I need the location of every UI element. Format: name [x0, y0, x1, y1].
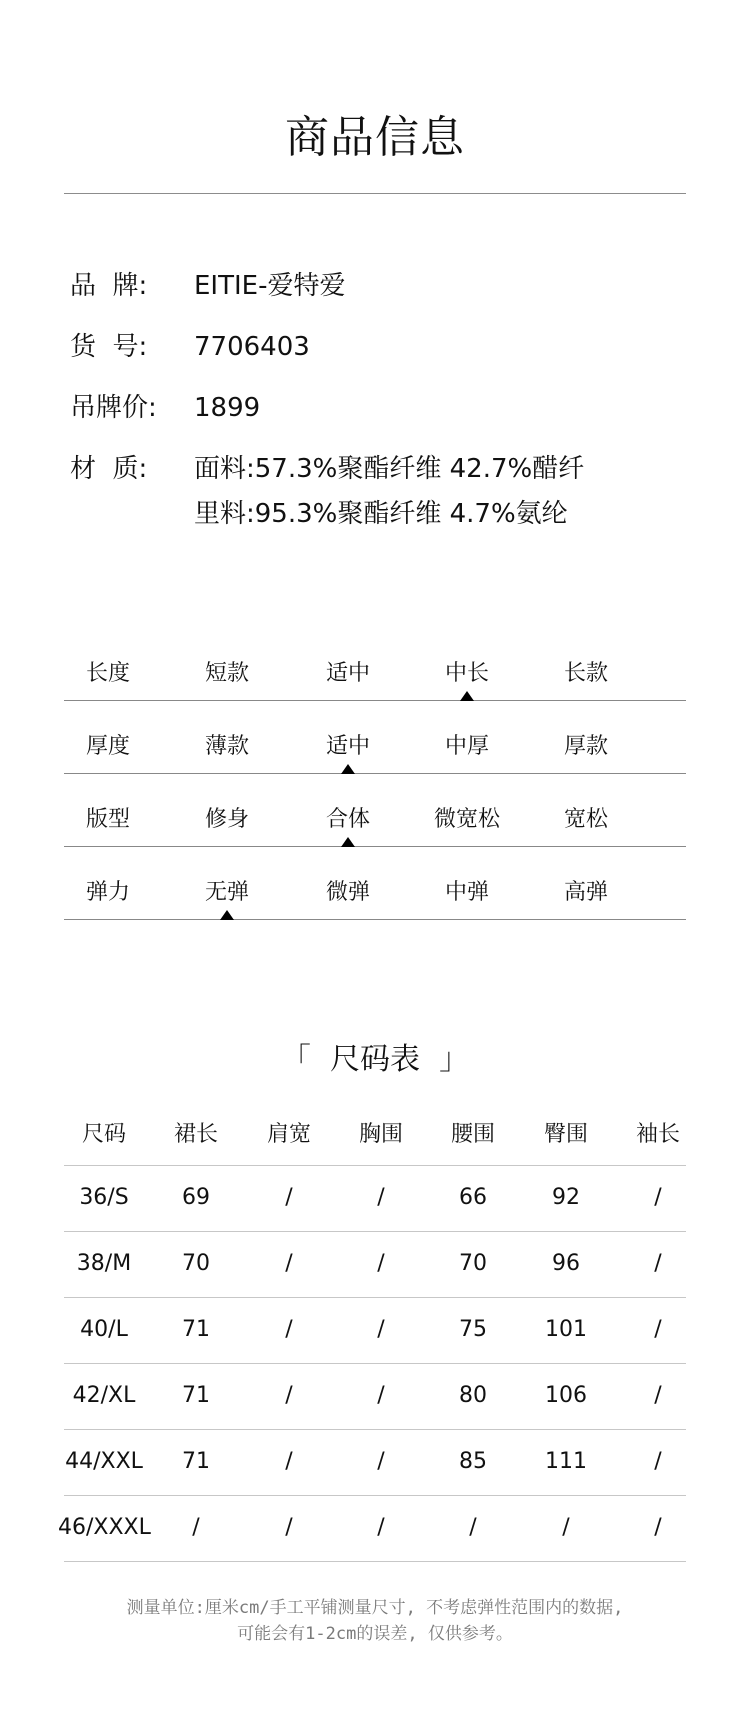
attr-name: 长度 [85, 661, 130, 686]
selected-marker-icon [341, 837, 355, 847]
attr-name: 厚度 [85, 734, 130, 759]
table-cell: 71 [182, 1383, 210, 1408]
table-cell: / [654, 1449, 662, 1474]
attr-option: 中厚 [444, 734, 489, 759]
page-title: 商品信息 [285, 112, 465, 163]
attr-name: 弹力 [85, 880, 130, 905]
table-cell: / [192, 1515, 200, 1540]
table-row [64, 1298, 686, 1364]
material-label: 材 质: [70, 454, 148, 484]
table-cell: 46/XXXL [58, 1515, 151, 1540]
table-cell: 69 [182, 1185, 210, 1210]
attribute-scales [64, 652, 686, 944]
attr-option: 修身 [204, 807, 249, 832]
attr-option: 厚款 [563, 734, 608, 759]
column-header: 臀围 [543, 1122, 588, 1147]
attr-divider [64, 773, 686, 774]
attr-option: 长款 [563, 661, 608, 686]
attr-row-thickness [64, 725, 686, 798]
table-cell: 38/M [76, 1251, 132, 1276]
table-row [58, 1496, 686, 1562]
table-cell: / [469, 1515, 477, 1540]
attr-option: 高弹 [563, 880, 608, 905]
attr-row-elasticity [64, 871, 686, 944]
material-outer: 面料:57.3%聚酯纤维 42.7%醋纤 [194, 454, 585, 484]
size-chart-title: 「 尺码表 」 [280, 1042, 470, 1077]
table-cell: / [285, 1317, 293, 1342]
table-cell: 106 [545, 1383, 587, 1408]
attr-option: 微宽松 [433, 807, 500, 832]
table-row [64, 1232, 686, 1298]
selected-marker-icon [460, 691, 474, 701]
attr-divider [64, 919, 686, 920]
table-cell: / [377, 1251, 385, 1276]
sku-value: 7706403 [194, 332, 310, 362]
info-row-material [70, 451, 690, 529]
table-cell: / [654, 1317, 662, 1342]
table-cell: 71 [182, 1317, 210, 1342]
table-row [64, 1430, 686, 1496]
table-cell: 101 [545, 1317, 587, 1342]
table-divider [64, 1561, 686, 1562]
table-header-row [64, 1118, 686, 1166]
measurement-note [0, 1595, 750, 1647]
material-lining: 里料:95.3%聚酯纤维 4.7%氨纶 [194, 499, 568, 529]
table-cell: / [285, 1383, 293, 1408]
table-cell: / [377, 1515, 385, 1540]
selected-marker-icon [341, 764, 355, 774]
attr-option: 短款 [204, 661, 249, 686]
material-value [194, 451, 584, 532]
table-cell: 71 [182, 1449, 210, 1474]
attr-divider [64, 700, 686, 701]
table-cell: / [377, 1185, 385, 1210]
tag-price-value: 1899 [194, 393, 261, 423]
table-cell: 70 [182, 1251, 210, 1276]
column-header: 袖长 [635, 1122, 680, 1147]
table-cell: / [562, 1515, 570, 1540]
brand-value: EITIE-爱特爱 [194, 271, 346, 301]
table-cell: / [377, 1449, 385, 1474]
table-cell: 96 [552, 1251, 580, 1276]
tag-price-label: 吊牌价: [70, 393, 157, 423]
table-cell: 75 [459, 1317, 487, 1342]
column-header: 裙长 [173, 1122, 218, 1147]
product-info [70, 268, 690, 529]
attr-name: 版型 [85, 807, 130, 832]
table-cell: 42/XL [72, 1383, 136, 1408]
note-line-1: 测量单位:厘米cm/手工平铺测量尺寸, 不考虑弹性范围内的数据, [126, 1598, 624, 1618]
table-cell: / [377, 1383, 385, 1408]
attr-option: 中弹 [444, 880, 489, 905]
column-header: 尺码 [81, 1122, 126, 1147]
info-row-sku [70, 329, 690, 390]
size-chart-table [58, 1118, 686, 1562]
title-divider [64, 193, 686, 194]
table-cell: / [285, 1515, 293, 1540]
table-cell: 70 [459, 1251, 487, 1276]
attr-option: 适中 [325, 734, 370, 759]
table-cell: 36/S [79, 1185, 129, 1210]
sku-label: 货 号: [70, 332, 148, 362]
note-line-2: 可能会有1-2cm的误差, 仅供参考。 [237, 1624, 513, 1644]
selected-marker-icon [220, 910, 234, 920]
attr-option: 微弹 [325, 880, 370, 905]
table-cell: / [285, 1449, 293, 1474]
table-cell: 85 [459, 1449, 487, 1474]
attr-option: 薄款 [204, 734, 249, 759]
table-cell: / [285, 1185, 293, 1210]
attr-option: 中长 [444, 661, 489, 686]
attr-row-length [64, 652, 686, 725]
table-cell: 66 [459, 1185, 487, 1210]
table-cell: / [654, 1185, 662, 1210]
table-cell: 80 [459, 1383, 487, 1408]
table-cell: / [654, 1515, 662, 1540]
column-header: 腰围 [450, 1122, 495, 1147]
info-row-tag-price [70, 390, 690, 451]
attr-option: 宽松 [563, 807, 608, 832]
attr-divider [64, 846, 686, 847]
table-cell: 44/XXL [65, 1449, 143, 1474]
table-cell: 111 [545, 1449, 587, 1474]
table-cell: / [285, 1251, 293, 1276]
table-cell: / [654, 1383, 662, 1408]
brand-label: 品 牌: [70, 271, 148, 301]
table-cell: / [377, 1317, 385, 1342]
table-cell: / [654, 1251, 662, 1276]
attr-option: 合体 [325, 807, 370, 832]
table-row [64, 1166, 686, 1232]
info-row-brand [70, 268, 690, 329]
attr-option: 适中 [325, 661, 370, 686]
column-header: 胸围 [358, 1122, 403, 1147]
table-cell: 40/L [80, 1317, 128, 1342]
column-header: 肩宽 [266, 1122, 311, 1147]
table-cell: 92 [552, 1185, 580, 1210]
attr-option: 无弹 [204, 880, 249, 905]
table-row [64, 1364, 686, 1430]
attr-row-fit [64, 798, 686, 871]
